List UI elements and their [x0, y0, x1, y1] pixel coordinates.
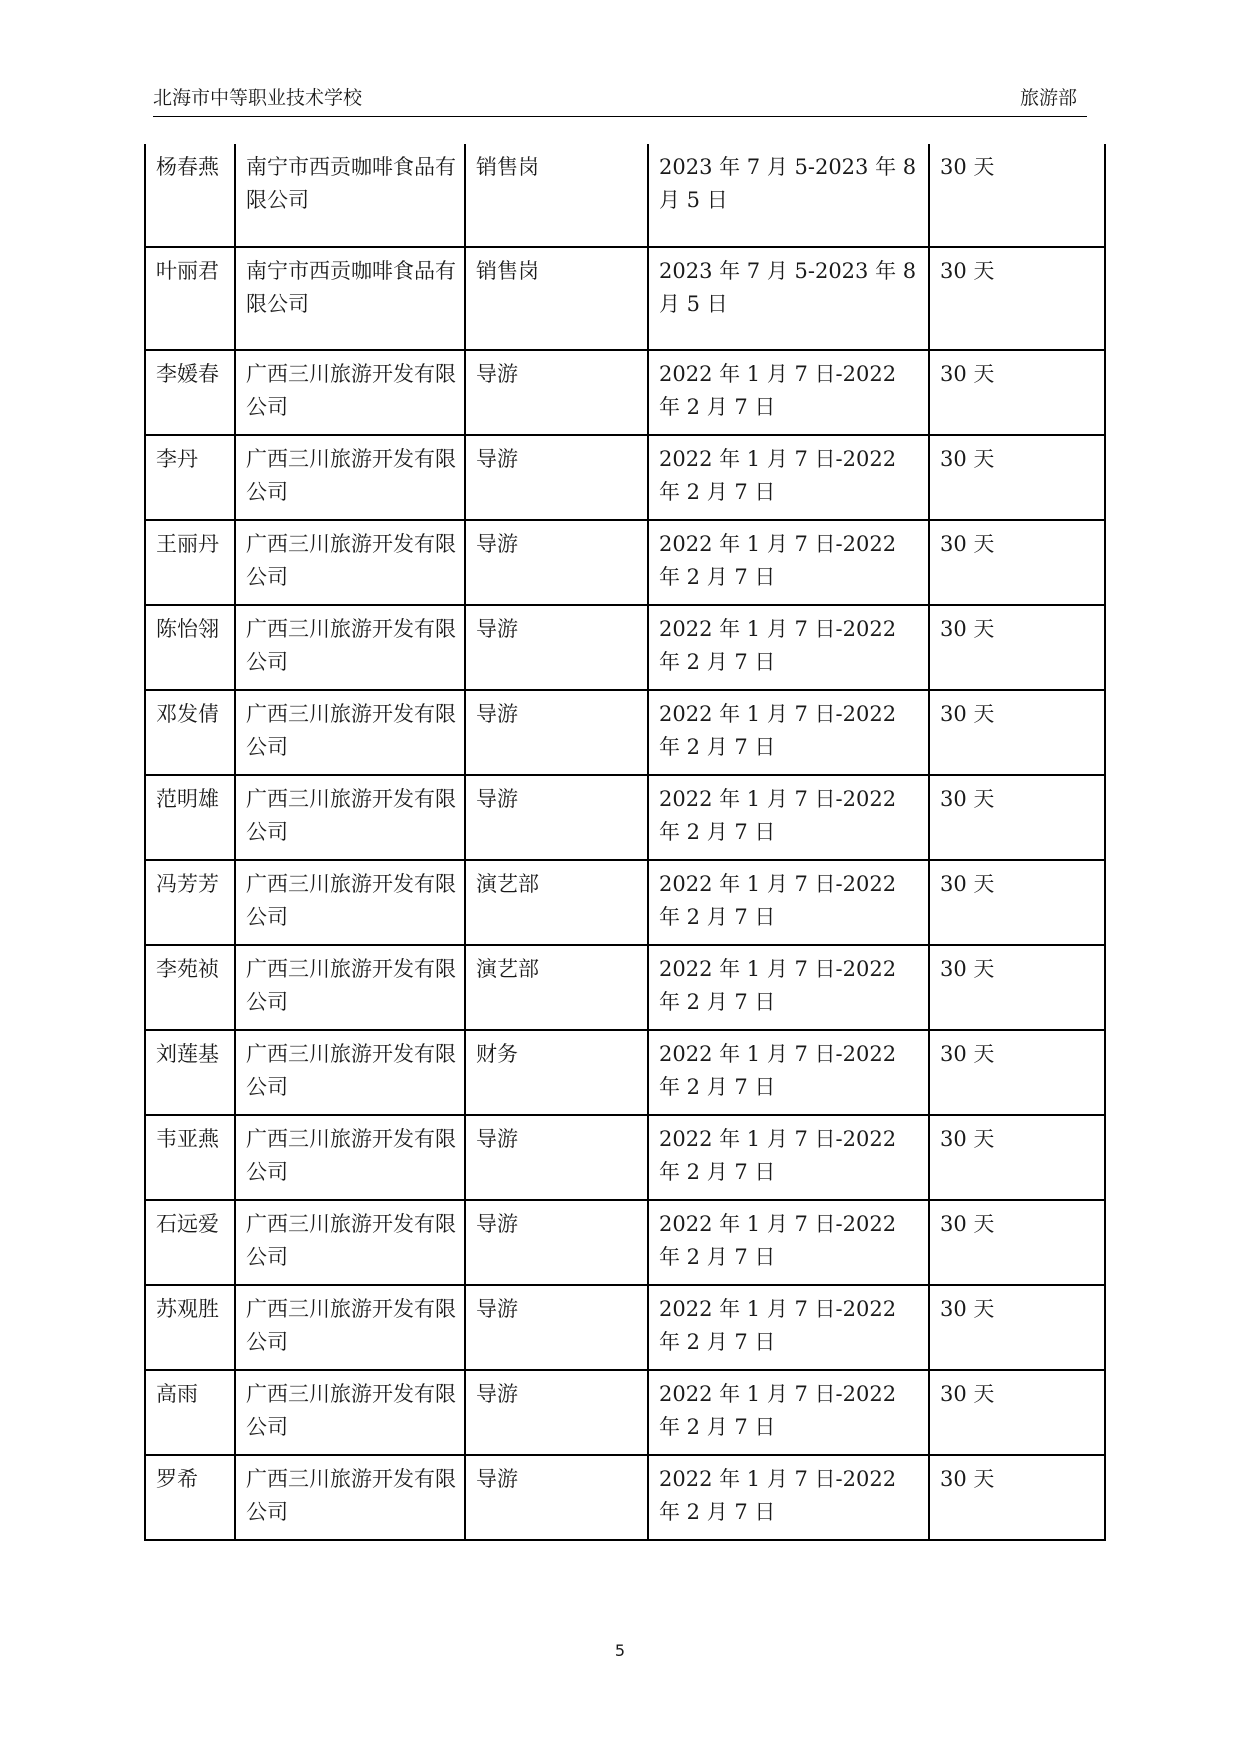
position-cell: 导游: [465, 1285, 648, 1370]
period-cell: 2022 年 1 月 7 日-2022 年 2 月 7 日: [648, 945, 929, 1030]
company-cell: 广西三川旅游开发有限公司: [235, 1370, 465, 1455]
company-cell: 广西三川旅游开发有限公司: [235, 860, 465, 945]
duration-cell: 30 天: [929, 605, 1105, 690]
position-cell: 导游: [465, 605, 648, 690]
company-cell: 广西三川旅游开发有限公司: [235, 775, 465, 860]
student-name-cell: 苏观胜: [145, 1285, 235, 1370]
student-name-cell: 范明雄: [145, 775, 235, 860]
position-cell: 导游: [465, 1200, 648, 1285]
period-cell: 2022 年 1 月 7 日-2022 年 2 月 7 日: [648, 1200, 929, 1285]
period-cell: 2022 年 1 月 7 日-2022 年 2 月 7 日: [648, 350, 929, 435]
period-cell: 2022 年 1 月 7 日-2022 年 2 月 7 日: [648, 690, 929, 775]
student-name-cell: 陈怡翎: [145, 605, 235, 690]
period-cell: 2022 年 1 月 7 日-2022 年 2 月 7 日: [648, 1030, 929, 1115]
company-cell: 广西三川旅游开发有限公司: [235, 520, 465, 605]
table-row: [145, 1455, 1105, 1540]
table-row: [145, 144, 1105, 247]
department-name: 旅游部: [1019, 87, 1077, 109]
student-name-cell: 杨春燕: [145, 144, 235, 247]
period-cell: 2022 年 1 月 7 日-2022 年 2 月 7 日: [648, 860, 929, 945]
company-cell: 广西三川旅游开发有限公司: [235, 350, 465, 435]
period-cell: 2022 年 1 月 7 日-2022 年 2 月 7 日: [648, 605, 929, 690]
period-cell: 2022 年 1 月 7 日-2022 年 2 月 7 日: [648, 435, 929, 520]
table-row: [145, 1285, 1105, 1370]
student-name-cell: 叶丽君: [145, 247, 235, 350]
student-name-cell: 刘莲基: [145, 1030, 235, 1115]
company-cell: 广西三川旅游开发有限公司: [235, 690, 465, 775]
table-row: [145, 860, 1105, 945]
duration-cell: 30 天: [929, 775, 1105, 860]
duration-cell: 30 天: [929, 1115, 1105, 1200]
company-cell: 广西三川旅游开发有限公司: [235, 1285, 465, 1370]
student-name-cell: 李丹: [145, 435, 235, 520]
company-cell: 南宁市西贡咖啡食品有限公司: [235, 247, 465, 350]
student-name-cell: 李苑祯: [145, 945, 235, 1030]
table-row: [145, 1200, 1105, 1285]
position-cell: 导游: [465, 1455, 648, 1540]
position-cell: 销售岗: [465, 144, 648, 247]
period-cell: 2022 年 1 月 7 日-2022 年 2 月 7 日: [648, 520, 929, 605]
company-cell: 南宁市西贡咖啡食品有限公司: [235, 144, 465, 247]
position-cell: 导游: [465, 1370, 648, 1455]
student-name-cell: 罗希: [145, 1455, 235, 1540]
position-cell: 演艺部: [465, 860, 648, 945]
student-name-cell: 冯芳芳: [145, 860, 235, 945]
student-name-cell: 王丽丹: [145, 520, 235, 605]
table-row: [145, 775, 1105, 860]
student-name-cell: 李媛春: [145, 350, 235, 435]
duration-cell: 30 天: [929, 690, 1105, 775]
duration-cell: 30 天: [929, 1285, 1105, 1370]
company-cell: 广西三川旅游开发有限公司: [235, 945, 465, 1030]
duration-cell: 30 天: [929, 1455, 1105, 1540]
duration-cell: 30 天: [929, 1370, 1105, 1455]
company-cell: 广西三川旅游开发有限公司: [235, 1200, 465, 1285]
student-name-cell: 高雨: [145, 1370, 235, 1455]
student-name-cell: 邓发倩: [145, 690, 235, 775]
internship-table: [144, 144, 1106, 1541]
company-cell: 广西三川旅游开发有限公司: [235, 1115, 465, 1200]
duration-cell: 30 天: [929, 350, 1105, 435]
position-cell: 导游: [465, 350, 648, 435]
table-row: [145, 945, 1105, 1030]
table-row: [145, 690, 1105, 775]
period-cell: 2022 年 1 月 7 日-2022 年 2 月 7 日: [648, 1370, 929, 1455]
position-cell: 演艺部: [465, 945, 648, 1030]
position-cell: 导游: [465, 435, 648, 520]
duration-cell: 30 天: [929, 1200, 1105, 1285]
school-name: 北海市中等职业技术学校: [153, 87, 363, 109]
period-cell: 2022 年 1 月 7 日-2022 年 2 月 7 日: [648, 1455, 929, 1540]
period-cell: 2023 年 7 月 5-2023 年 8 月 5 日: [648, 247, 929, 350]
internship-table-body: [145, 144, 1105, 1540]
position-cell: 销售岗: [465, 247, 648, 350]
period-cell: 2022 年 1 月 7 日-2022 年 2 月 7 日: [648, 775, 929, 860]
period-cell: 2022 年 1 月 7 日-2022 年 2 月 7 日: [648, 1285, 929, 1370]
student-name-cell: 韦亚燕: [145, 1115, 235, 1200]
duration-cell: 30 天: [929, 520, 1105, 605]
position-cell: 导游: [465, 775, 648, 860]
company-cell: 广西三川旅游开发有限公司: [235, 435, 465, 520]
table-row: [145, 1370, 1105, 1455]
duration-cell: 30 天: [929, 144, 1105, 247]
position-cell: 导游: [465, 1115, 648, 1200]
company-cell: 广西三川旅游开发有限公司: [235, 1455, 465, 1540]
company-cell: 广西三川旅游开发有限公司: [235, 605, 465, 690]
table-row: [145, 1115, 1105, 1200]
position-cell: 财务: [465, 1030, 648, 1115]
period-cell: 2022 年 1 月 7 日-2022 年 2 月 7 日: [648, 1115, 929, 1200]
duration-cell: 30 天: [929, 247, 1105, 350]
duration-cell: 30 天: [929, 945, 1105, 1030]
company-cell: 广西三川旅游开发有限公司: [235, 1030, 465, 1115]
position-cell: 导游: [465, 690, 648, 775]
table-row: [145, 1030, 1105, 1115]
duration-cell: 30 天: [929, 435, 1105, 520]
table-row: [145, 350, 1105, 435]
table-row: [145, 435, 1105, 520]
student-name-cell: 石远爱: [145, 1200, 235, 1285]
page-header: [153, 86, 1087, 117]
table-row: [145, 247, 1105, 350]
table-row: [145, 520, 1105, 605]
duration-cell: 30 天: [929, 1030, 1105, 1115]
table-row: [145, 605, 1105, 690]
position-cell: 导游: [465, 520, 648, 605]
period-cell: 2023 年 7 月 5-2023 年 8 月 5 日: [648, 144, 929, 247]
page-number: 5: [614, 1641, 626, 1660]
duration-cell: 30 天: [929, 860, 1105, 945]
